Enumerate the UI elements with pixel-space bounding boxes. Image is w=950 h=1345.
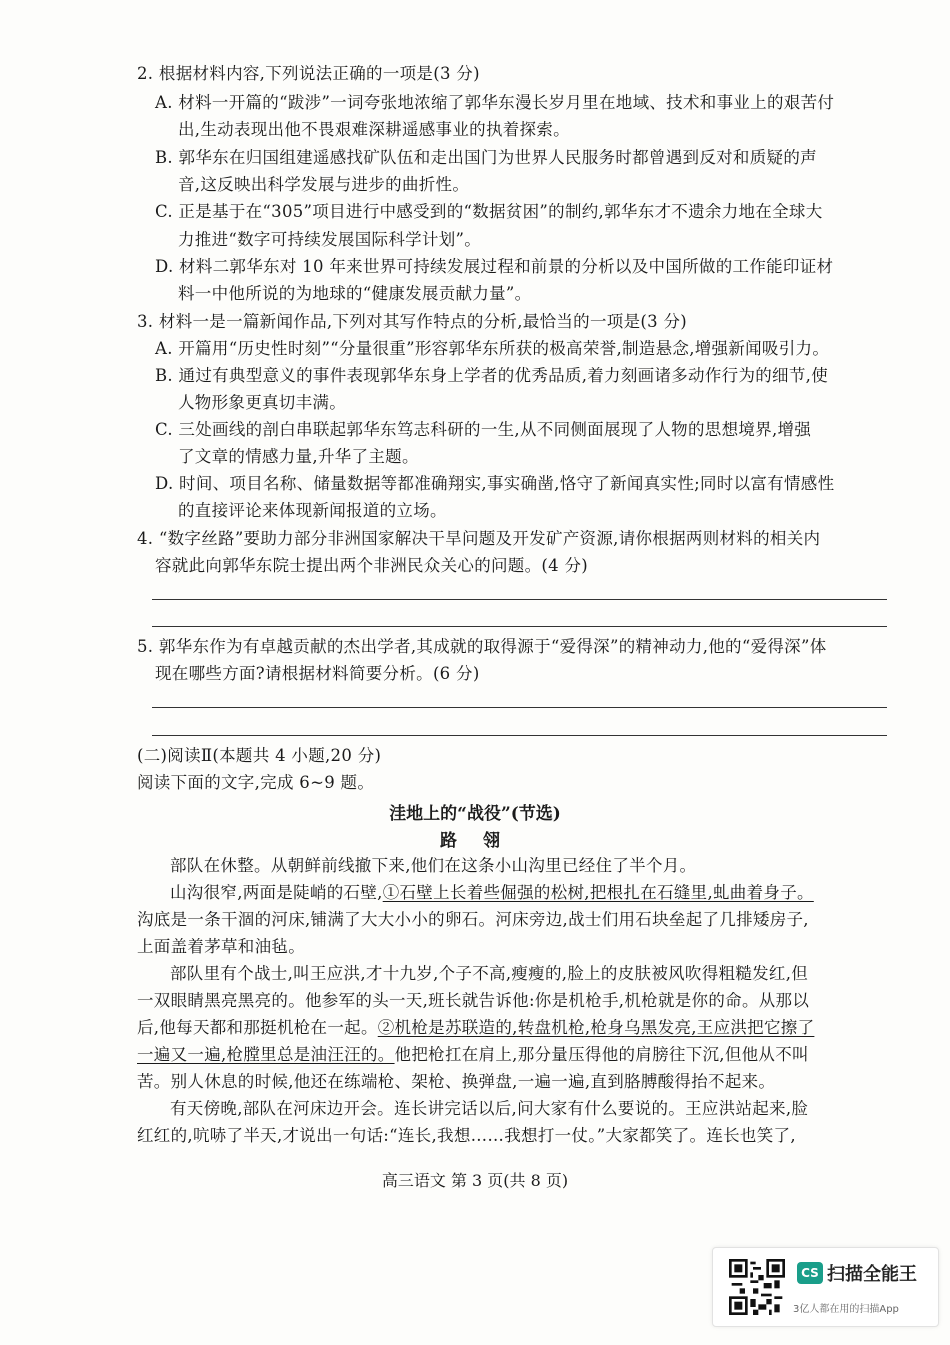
passage-title: 洼地上的“战役”(节选)	[389, 804, 561, 824]
scanner-watermark	[712, 1247, 939, 1327]
q2-stem: 2. 根据材料内容,下列说法正确的一项是(3 分)	[137, 64, 480, 83]
q4-answer-line-2[interactable]	[152, 626, 887, 627]
q3-stem: 3. 材料一是一篇新闻作品,下列对其写作特点的分析,最恰当的一项是(3 分)	[137, 312, 687, 331]
passage-author: 路 翎	[440, 831, 510, 851]
passage-p3-line4	[137, 1043, 809, 1067]
qr-code-icon	[729, 1259, 785, 1315]
passage-p3-plain-2: 他把枪扛在肩上,那分量压得他的肩膀往下沉,但他从不叫	[394, 1045, 809, 1064]
q2-option-a: A. 材料一开篇的“跋涉”一词夸张地浓缩了郭华东漫长岁月里在地域、技术和事业上的艰苦付	[155, 93, 835, 112]
passage-p4-line1: 有天傍晚,部队在河床边开会。连长讲完话以后,问大家有什么要说的。王应洪站起来,脸	[170, 1099, 809, 1118]
page-footer: 高三语文 第 3 页(共 8 页)	[381, 1171, 569, 1190]
q3-option-b: B. 通过有典型意义的事件表现郭华东身上学者的优秀品质,着力刻画诸多动作行为的细节,使	[155, 366, 829, 385]
q3-option-a: A. 开篇用“历史性时刻”“分量很重”形容郭华东所获的极高荣誉,制造悬念,增强新闻吸引力。	[155, 339, 830, 358]
scanner-tagline: 3亿人都在用的扫描App	[793, 1304, 899, 1315]
passage-p4-line2: 红红的,吭哧了半天,才说出一句话:“连长,我想……我想打一仗。”大家都笑了。连长也笑了,	[137, 1126, 796, 1145]
q2-option-d: D. 材料二郭华东对 10 年来世界可持续发展过程和前景的分析以及中国所做的工作能印证材	[155, 257, 834, 276]
q3-option-d-cont: 的直接评论来体现新闻报道的立场。	[178, 501, 447, 520]
q2-option-a-cont: 出,生动表现出他不畏艰难深耕遥感事业的执着探索。	[178, 120, 570, 139]
q4-stem-cont: 容就此向郭华东院士提出两个非洲民众关心的问题。(4 分)	[155, 556, 589, 575]
passage-p3-line1: 部队里有个战士,叫王应洪,才十九岁,个子不高,瘦瘦的,脸上的皮肤被风吹得粗糙发红,但	[170, 964, 809, 983]
q4-answer-line-1[interactable]	[152, 599, 887, 600]
q2-option-b: B. 郭华东在归国组建遥感找矿队伍和走出国门为世界人民服务时都曾遇到反对和质疑的声	[155, 148, 817, 167]
q4-stem: 4. “数字丝路”要助力部分非洲国家解决干旱问题及开发矿产资源,请你根据两则材料的相关内	[137, 529, 821, 548]
passage-p2-line3: 上面盖着茅草和油毡。	[137, 937, 305, 956]
passage-p2-plain: 山沟很窄,两面是陡峭的石壁,	[170, 883, 383, 902]
passage-p2-line2: 沟底是一条干涸的河床,铺满了大大小小的卵石。河床旁边,战士们用石块垒起了几排矮房子,	[137, 910, 809, 929]
q3-option-c: C. 三处画线的剖白串联起郭华东笃志科研的一生,从不同侧面展现了人物的思想境界,增强	[155, 420, 812, 439]
q3-option-b-cont: 人物形象更真切丰满。	[178, 393, 346, 412]
passage-p2-line1	[170, 881, 814, 905]
q2-option-c: C. 正是基于在“305”项目进行中感受到的“数据贫困”的制约,郭华东才不遗余力地在全球大	[155, 202, 823, 221]
passage-p3-plain: 后,他每天都和那挺机枪在一起。	[137, 1018, 378, 1037]
q5-stem: 5. 郭华东作为有卓越贡献的杰出学者,其成就的取得源于“爱得深”的精神动力,他的“爱得深”体	[137, 637, 827, 656]
q3-option-c-cont: 了文章的情感力量,升华了主题。	[178, 447, 419, 466]
q2-option-b-cont: 音,这反映出科学发展与进步的曲折性。	[178, 175, 470, 194]
q2-option-c-cont: 力推进“数字可持续发展国际科学计划”。	[178, 230, 482, 249]
section-heading: (二)阅读Ⅱ(本题共 4 小题,20 分)	[137, 746, 382, 765]
section-instruction: 阅读下面的文字,完成 6~9 题。	[137, 773, 375, 792]
q5-answer-line-1[interactable]	[152, 707, 887, 708]
passage-p3-line5: 苦。别人休息的时候,他还在练端枪、架枪、换弹盘,一遍一遍,直到胳膊酸得抬不起来。	[137, 1072, 776, 1091]
q2-option-d-cont: 料一中他所说的为地球的“健康发展贡献力量”。	[178, 284, 532, 303]
underlined-sentence-2: ②机枪是苏联造的,转盘机枪,枪身乌黑发亮,王应洪把它擦了	[377, 1018, 815, 1037]
cs-logo-icon: CS	[797, 1262, 823, 1284]
underlined-sentence-1: ①石壁上长着些倔强的松树,把根扎在石缝里,虬曲着身子。	[382, 883, 814, 902]
passage-p3-line3	[137, 1016, 814, 1040]
underlined-sentence-2-cont: 一遍又一遍,枪膛里总是油汪汪的。	[137, 1045, 395, 1064]
q3-option-d: D. 时间、项目名称、储量数据等都准确翔实,事实确凿,恪守了新闻真实性;同时以富有情感性	[155, 474, 835, 493]
scanner-app-name: 扫描全能王	[827, 1264, 917, 1285]
q5-answer-line-2[interactable]	[152, 735, 887, 736]
passage-p1: 部队在休整。从朝鲜前线撤下来,他们在这条小山沟里已经住了半个月。	[170, 856, 697, 875]
passage-p3-line2: 一双眼睛黑亮黑亮的。他参军的头一天,班长就告诉他:你是机枪手,机枪就是你的命。从那以	[137, 991, 810, 1010]
q5-stem-cont: 现在哪些方面?请根据材料简要分析。(6 分)	[155, 664, 480, 683]
